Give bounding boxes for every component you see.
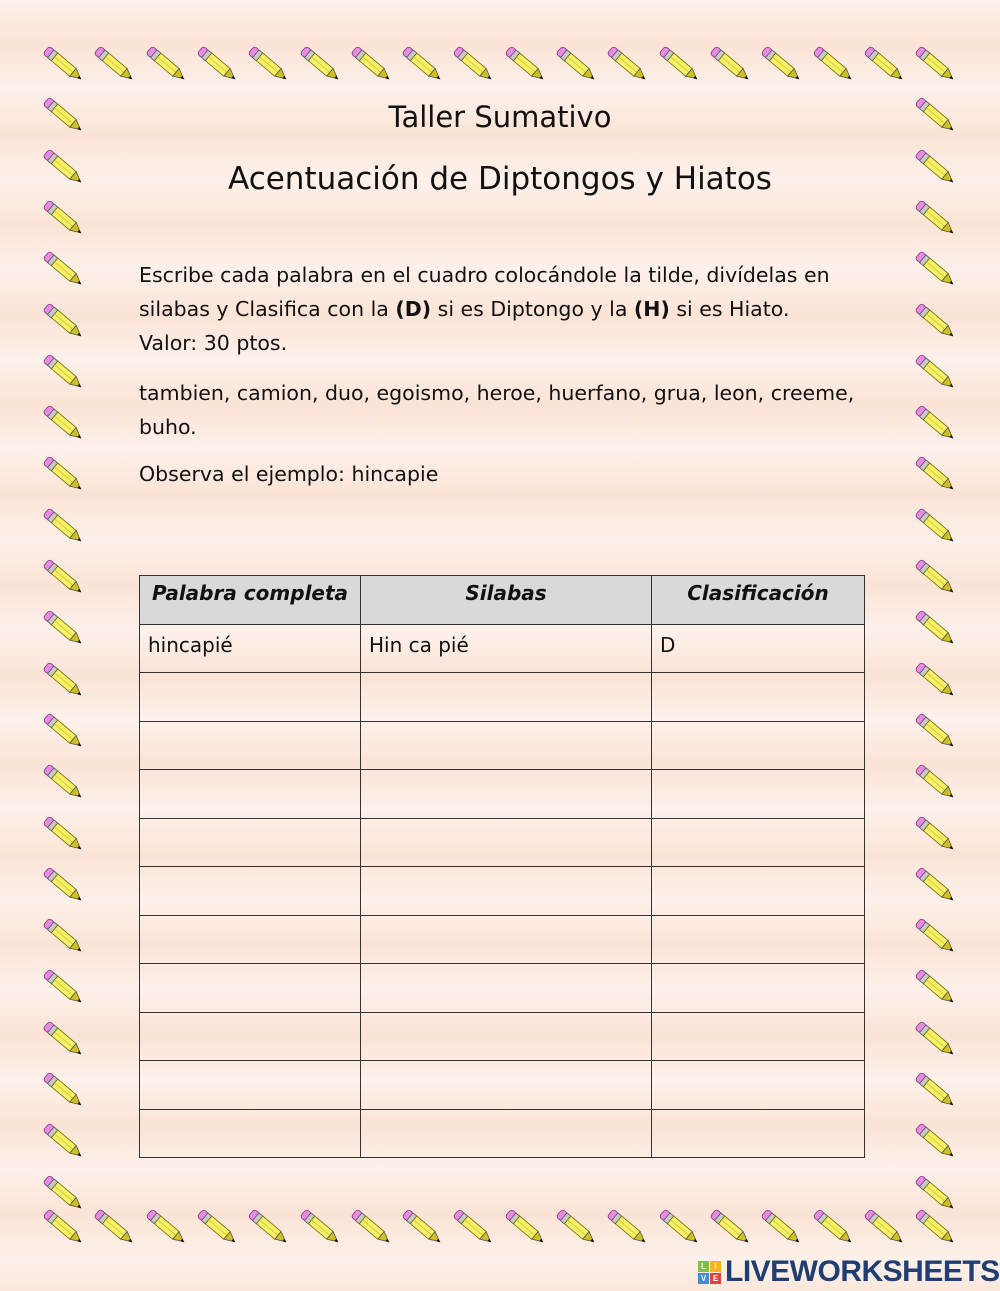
answer-cell: [652, 770, 865, 819]
instruction-line: silabas y Clasifica con la (D) si es Diptongo y la (H) si es Hiato.: [139, 297, 790, 321]
table-row: [140, 1012, 865, 1061]
pencil-icon: [38, 399, 88, 447]
pencil-icon: [859, 40, 909, 88]
header-silabas: Silabas: [361, 576, 652, 625]
answer-cell: [361, 770, 652, 819]
word-input[interactable]: [148, 1118, 352, 1148]
syllables-input[interactable]: [369, 1069, 643, 1099]
answer-cell: [652, 673, 865, 722]
classification-input[interactable]: [660, 875, 856, 905]
classification-input[interactable]: [660, 1118, 856, 1148]
pencil-icon: [38, 348, 88, 396]
pencil-icon: [910, 912, 960, 960]
answer-cell: [140, 915, 361, 964]
table-row: [140, 721, 865, 770]
pencil-icon: [192, 40, 242, 88]
pencil-icon: [448, 40, 498, 88]
pencil-icon: [654, 40, 704, 88]
pencil-icon: [38, 502, 88, 550]
pencil-icon: [910, 450, 960, 498]
pencil-icon: [910, 656, 960, 704]
syllables-input[interactable]: [369, 1021, 643, 1051]
pencil-icon: [808, 1203, 858, 1251]
answer-cell: [140, 964, 361, 1013]
answer-cell: [140, 770, 361, 819]
header-palabra: Palabra completa: [140, 576, 361, 625]
pencil-icon: [551, 40, 601, 88]
pencil-icon: [910, 604, 960, 652]
word-input[interactable]: [148, 924, 352, 954]
pencil-icon: [38, 40, 88, 88]
pencil-icon: [910, 963, 960, 1011]
answer-cell: [652, 915, 865, 964]
answer-cell: [361, 1012, 652, 1061]
pencil-icon: [89, 1203, 139, 1251]
classification-input[interactable]: [660, 827, 856, 857]
table-row: [140, 770, 865, 819]
pencil-icon: [602, 1203, 652, 1251]
pencil-icon: [910, 297, 960, 345]
syllables-input[interactable]: [369, 827, 643, 857]
classification-input[interactable]: [660, 924, 856, 954]
pencil-icon: [551, 1203, 601, 1251]
answer-cell: [140, 1061, 361, 1110]
example-text: Observa el ejemplo: hincapie: [139, 462, 439, 486]
pencil-icon: [910, 707, 960, 755]
answer-table: [139, 575, 865, 1158]
pencil-icon: [910, 1169, 960, 1217]
pencil-icon: [243, 1203, 293, 1251]
example-word: hincapié: [140, 624, 361, 673]
logo-icon: L I V E: [698, 1261, 721, 1284]
pencil-icon: [654, 1203, 704, 1251]
pencil-icon: [500, 40, 550, 88]
answer-cell: [361, 867, 652, 916]
word-input[interactable]: [148, 778, 352, 808]
word-input[interactable]: [148, 1021, 352, 1051]
syllables-input[interactable]: [369, 972, 643, 1002]
answer-cell: [652, 1012, 865, 1061]
classification-input[interactable]: [660, 972, 856, 1002]
syllables-input[interactable]: [369, 875, 643, 905]
pencil-icon: [397, 1203, 447, 1251]
pencil-icon: [38, 297, 88, 345]
classification-input[interactable]: [660, 778, 856, 808]
pencil-icon: [38, 861, 88, 909]
classification-input[interactable]: [660, 681, 856, 711]
pencil-icon: [756, 40, 806, 88]
pencil-icon: [38, 604, 88, 652]
pencil-icon: [38, 912, 88, 960]
classification-input[interactable]: [660, 730, 856, 760]
pencil-icon: [192, 1203, 242, 1251]
answer-cell: [652, 721, 865, 770]
page-subtitle: Acentuación de Diptongos y Hiatos: [228, 161, 772, 197]
pencil-icon: [910, 40, 960, 88]
pencil-icon: [910, 245, 960, 293]
table-row: [140, 673, 865, 722]
answer-cell: [652, 1061, 865, 1110]
word-input[interactable]: [148, 1069, 352, 1099]
pencil-icon: [756, 1203, 806, 1251]
pencil-icon: [295, 1203, 345, 1251]
answer-cell: [361, 1109, 652, 1158]
syllables-input[interactable]: [369, 1118, 643, 1148]
word-input[interactable]: [148, 730, 352, 760]
syllables-input[interactable]: [369, 730, 643, 760]
answer-cell: [652, 964, 865, 1013]
pencil-icon: [38, 553, 88, 601]
word-input[interactable]: [148, 827, 352, 857]
answer-cell: [140, 1012, 361, 1061]
example-syllables: Hin ca pié: [361, 624, 652, 673]
answer-cell: [140, 1109, 361, 1158]
pencil-icon: [910, 348, 960, 396]
answer-cell: [361, 818, 652, 867]
answer-cell: [140, 721, 361, 770]
answer-cell: [361, 721, 652, 770]
value-text: Valor: 30 ptos.: [139, 331, 288, 355]
pencil-icon: [448, 1203, 498, 1251]
header-clasificacion: Clasificación: [652, 576, 865, 625]
instruction-line: Escribe cada palabra en el cuadro colocándole la tilde, divídelas en: [139, 263, 830, 287]
pencil-icon: [910, 810, 960, 858]
table-row: [140, 867, 865, 916]
answer-cell: [140, 673, 361, 722]
pencil-icon: [38, 1066, 88, 1114]
table-header-row: [140, 576, 865, 625]
answer-cell: [361, 964, 652, 1013]
pencil-icon: [38, 810, 88, 858]
example-classification: D: [652, 624, 865, 673]
pencil-icon: [910, 1117, 960, 1165]
pencil-icon: [910, 553, 960, 601]
instructions: [139, 258, 869, 360]
table-row: [140, 915, 865, 964]
pencil-icon: [910, 1015, 960, 1063]
answer-cell: [140, 818, 361, 867]
answer-cell: [652, 1109, 865, 1158]
table-row: [140, 1109, 865, 1158]
pencil-icon: [346, 40, 396, 88]
pencil-icon: [141, 40, 191, 88]
answer-cell: [361, 915, 652, 964]
pencil-icon: [89, 40, 139, 88]
pencil-icon: [38, 656, 88, 704]
pencil-icon: [38, 707, 88, 755]
pencil-icon: [808, 40, 858, 88]
answer-cell: [652, 818, 865, 867]
pencil-icon: [141, 1203, 191, 1251]
table-row: [140, 964, 865, 1013]
pencil-icon: [910, 758, 960, 806]
pencil-icon: [38, 450, 88, 498]
table-row: [140, 1061, 865, 1110]
pencil-icon: [38, 1117, 88, 1165]
pencil-icon: [910, 861, 960, 909]
answer-cell: [361, 673, 652, 722]
classification-input[interactable]: [660, 1021, 856, 1051]
pencil-icon: [705, 1203, 755, 1251]
pencil-icon: [397, 40, 447, 88]
page-title: Taller Sumativo: [388, 100, 612, 134]
table-row-example: [140, 624, 865, 673]
syllables-input[interactable]: [369, 778, 643, 808]
syllables-input[interactable]: [369, 681, 643, 711]
pencil-icon: [38, 194, 88, 242]
pencil-icon: [910, 502, 960, 550]
pencil-icon: [705, 40, 755, 88]
pencil-icon: [38, 1169, 88, 1217]
word-list: tambien, camion, duo, egoismo, heroe, huerfano, grua, leon, creeme, buho.: [139, 381, 855, 439]
pencil-icon: [295, 40, 345, 88]
pencil-icon: [910, 1066, 960, 1114]
pencil-icon: [910, 194, 960, 242]
syllables-input[interactable]: [369, 924, 643, 954]
answer-cell: [361, 1061, 652, 1110]
pencil-icon: [38, 1015, 88, 1063]
pencil-icon: [243, 40, 293, 88]
word-input[interactable]: [148, 972, 352, 1002]
answer-cell: [140, 867, 361, 916]
pencil-icon: [500, 1203, 550, 1251]
classification-input[interactable]: [660, 1069, 856, 1099]
pencil-icon: [602, 40, 652, 88]
pencil-icon: [38, 963, 88, 1011]
pencil-icon: [38, 245, 88, 293]
word-input[interactable]: [148, 875, 352, 905]
table-row: [140, 818, 865, 867]
pencil-icon: [859, 1203, 909, 1251]
pencil-icon: [910, 399, 960, 447]
answer-cell: [652, 867, 865, 916]
word-input[interactable]: [148, 681, 352, 711]
pencil-icon: [38, 758, 88, 806]
pencil-icon: [346, 1203, 396, 1251]
liveworksheets-logo: L I V E LIVEWORKSHEETS: [698, 1255, 1000, 1289]
